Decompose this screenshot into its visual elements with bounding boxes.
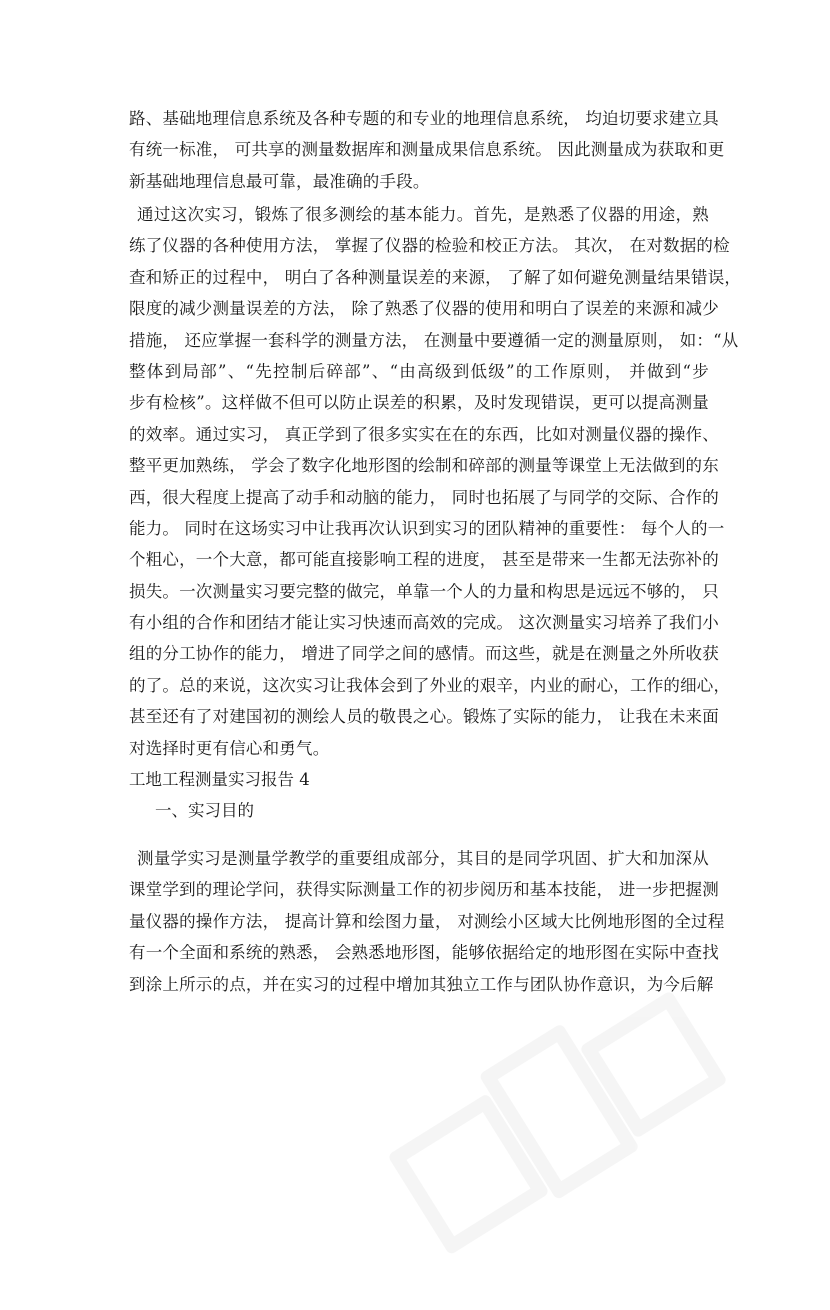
text-line: 练了仪器的各种使用方法， 掌握了仪器的检验和校正方法。 其次， 在对数据的检	[129, 236, 730, 256]
text-line: 甚至还有了对建国初的测绘人员的敬畏之心。锻炼了实际的能力， 让我在未来面	[129, 707, 719, 727]
text-line: 限度的减少测量误差的方法， 除了熟悉了仪器的使用和明白了误差的来源和减少	[129, 299, 719, 319]
text-line: 测量学实习是测量学教学的重要组成部分，其目的是同学巩固、扩大和加深从	[137, 849, 709, 868]
paragraph-reflection	[129, 199, 742, 764]
text-line: 课堂学到的理论学问，获得实际测量工作的初步阅历和基本技能， 进一步把握测	[129, 880, 719, 900]
text-line: 整平更加熟练， 学会了数字化地形图的绘制和碎部的测量等课堂上无法做到的东	[129, 456, 719, 476]
text-line: 有一个全面和系统的熟悉， 会熟悉地形图，能够依据给定的地形图在实际中查找	[129, 943, 719, 963]
text-line: 的效率。通过实习， 真正学到了很多实实在在的东西，比如对测量仪器的操作、	[129, 424, 719, 444]
text-line: 有小组的合作和团结才能让实习快速而高效的完成。 这次测量实习培养了我们小	[129, 613, 719, 633]
paragraph-purpose	[129, 843, 725, 1000]
text-line: 量仪器的操作方法， 提高计算和绘图力量， 对测绘小区域大比例地形图的全过程	[129, 911, 725, 931]
text-line: 新基础地理信息最可靠，最准确的手段。	[129, 171, 430, 191]
section-subheading: 一、实习目的	[155, 801, 254, 821]
text-line: 个粗心，一个大意，都可能直接影响工程的进度， 甚至是带来一生都无法弥补的	[129, 550, 719, 570]
text-line: 西，很大程度上提高了动手和动脑的能力， 同时也拓展了与同学的交际、合作的	[129, 487, 719, 507]
text-line: 查和矫正的过程中， 明白了各种测量误差的来源， 了解了如何避免测量结果错误，	[129, 267, 742, 287]
text-line: 组的分工协作的能力， 增进了同学之间的感情。而这些，就是在测量之外所收获	[129, 644, 719, 664]
text-line: 通过这次实习，锻炼了很多测绘的基本能力。首先，是熟悉了仪器的用途，熟	[137, 205, 709, 224]
section-heading-block	[129, 764, 709, 827]
text-line: 有统一标准， 可共享的测量数据库和测量成果信息系统。 因此测量成为获取和更	[129, 140, 725, 160]
text-line: 的了。总的来说，这次实习让我体会到了外业的艰辛，内业的耐心，工作的细心，	[129, 675, 731, 695]
text-line: 路、基础地理信息系统及各种专题的和专业的地理信息系统， 均迫切要求建立具	[129, 109, 719, 128]
watermark-graphic	[354, 950, 765, 1310]
text-line: 整体到局部”、“先控制后碎部”、“由高级到低级”的工作原则， 并做到“步	[129, 361, 709, 381]
text-line: 能力。 同时在这场实习中让我再次认识到实习的团队精神的重要性： 每个人的一	[129, 518, 725, 538]
text-line: 到涂上所示的点，并在实习的过程中增加其独立工作与团队协作意识，为今后解	[129, 974, 714, 994]
text-line: 损失。一次测量实习要完整的做完，单靠一个人的力量和构思是远远不够的， 只	[129, 581, 719, 601]
report-heading: 工地工程测量实习报告 4	[129, 770, 310, 789]
text-line: 对选择时更有信心和勇气。	[129, 738, 330, 758]
paragraph-continuation	[129, 103, 725, 197]
text-line: 步有检核”。这样做不但可以防止误差的积累，及时发现错误，更可以提高测量	[129, 393, 709, 413]
text-line: 措施， 还应掌握一套科学的测量方法， 在测量中要遵循一定的测量原则， 如：“从	[129, 330, 739, 350]
